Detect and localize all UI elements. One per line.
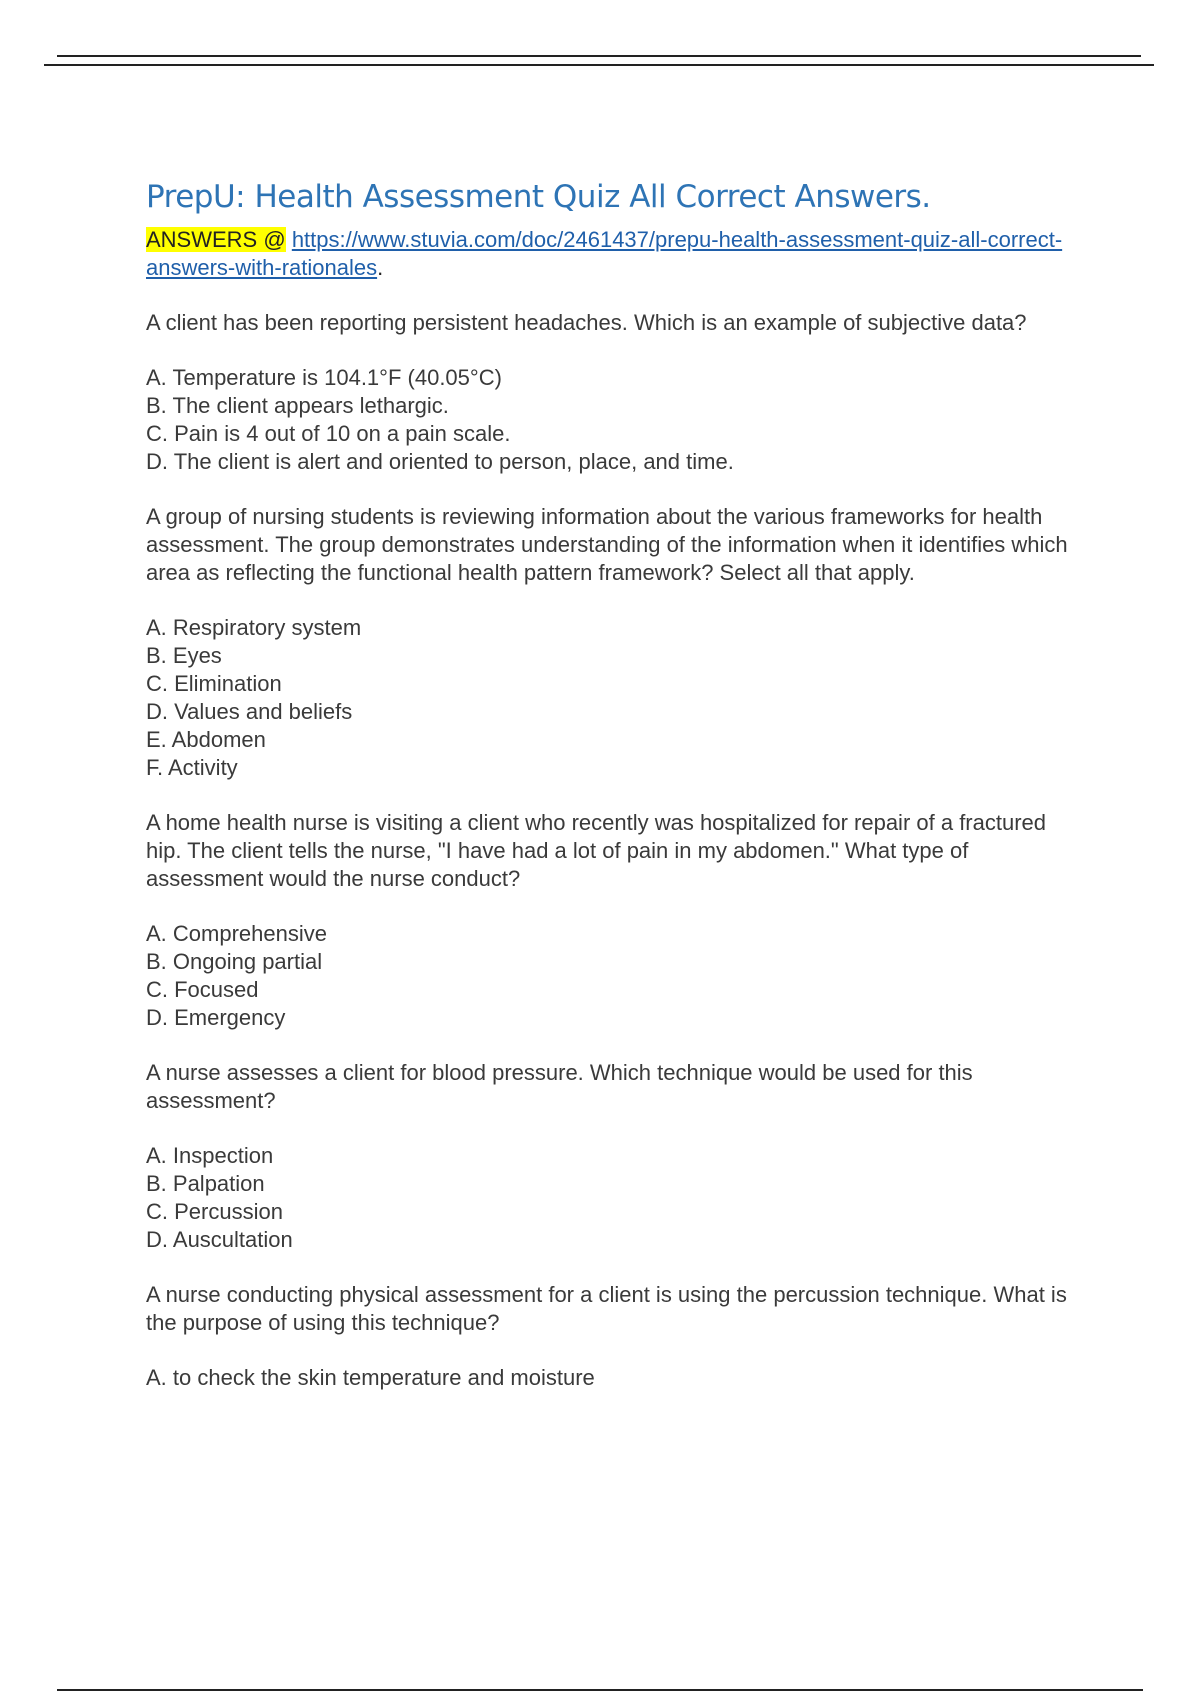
- option-item: C. Pain is 4 out of 10 on a pain scale.: [146, 421, 511, 446]
- spacer: [146, 1337, 1086, 1364]
- spacer: [146, 1115, 1086, 1142]
- question-block: [146, 503, 1086, 782]
- document-title: PrepU: Health Assessment Quiz All Correct Answers.: [146, 179, 931, 215]
- option-item: A. Temperature is 104.1°F (40.05°C): [146, 365, 502, 390]
- header-rule-lower: [44, 64, 1154, 66]
- option-item: A. Inspection: [146, 1143, 274, 1168]
- option-item: A. to check the skin temperature and moisture: [146, 1365, 595, 1390]
- question-text: A nurse conducting physical assessment for a client is using the percussion technique. What is the purpose of using this technique?: [146, 1282, 1067, 1335]
- option-item: A. Comprehensive: [146, 921, 327, 946]
- spacer: [146, 476, 1086, 503]
- question-text: A home health nurse is visiting a client who recently was hospitalized for repair of a fractured hip. The client tells the nurse, "I have had a lot of pain in my abdomen." What type of assessment would the nurse conduct?: [146, 810, 1047, 891]
- spacer: [146, 587, 1086, 614]
- footer-rule: [57, 1689, 1143, 1691]
- document-body: [146, 168, 1086, 1392]
- option-item: A. Respiratory system: [146, 615, 362, 640]
- spacer: [146, 337, 1086, 364]
- option-item: B. Eyes: [146, 643, 222, 668]
- answers-link-suffix: .: [377, 255, 384, 280]
- option-list: [146, 1364, 1086, 1392]
- question-block: [146, 309, 1086, 476]
- option-list: [146, 364, 1086, 476]
- question-block: [146, 1059, 1086, 1254]
- header-rule-upper: [57, 55, 1141, 57]
- option-item: E. Abdomen: [146, 727, 266, 752]
- option-item: C. Elimination: [146, 671, 282, 696]
- spacer: [146, 782, 1086, 809]
- option-item: D. Values and beliefs: [146, 699, 353, 724]
- option-item: C. Focused: [146, 977, 259, 1002]
- option-item: B. The client appears lethargic.: [146, 393, 449, 418]
- question-block: [146, 1281, 1086, 1392]
- option-item: C. Percussion: [146, 1199, 283, 1224]
- option-item: D. The client is alert and oriented to person, place, and time.: [146, 449, 734, 474]
- option-list: [146, 920, 1086, 1032]
- question-text: A client has been reporting persistent headaches. Which is an example of subjective data?: [146, 310, 1027, 335]
- option-item: D. Emergency: [146, 1005, 286, 1030]
- option-list: [146, 614, 1086, 782]
- option-item: D. Auscultation: [146, 1227, 293, 1252]
- spacer: [146, 282, 1086, 309]
- spacer: [146, 893, 1086, 920]
- option-list: [146, 1142, 1086, 1254]
- answers-link[interactable]: https://www.stuvia.com/doc/2461437/prepu-health-assessment-quiz-all-correct-answers-with-rationales: [146, 227, 1063, 280]
- question-text: A group of nursing students is reviewing information about the various frameworks for health assessment. The group demonstrates understanding of the information when it identifies which area as reflecting the functional health pattern framework? Select all that apply.: [146, 504, 1068, 585]
- option-item: B. Ongoing partial: [146, 949, 323, 974]
- question-block: [146, 809, 1086, 1032]
- spacer: [146, 1254, 1086, 1281]
- spacer: [146, 1032, 1086, 1059]
- option-item: F. Activity: [146, 755, 238, 780]
- option-item: B. Palpation: [146, 1171, 265, 1196]
- answers-line: [146, 226, 1086, 282]
- question-text: A nurse assesses a client for blood pressure. Which technique would be used for this assessment?: [146, 1060, 973, 1113]
- answers-label: ANSWERS @: [146, 227, 286, 252]
